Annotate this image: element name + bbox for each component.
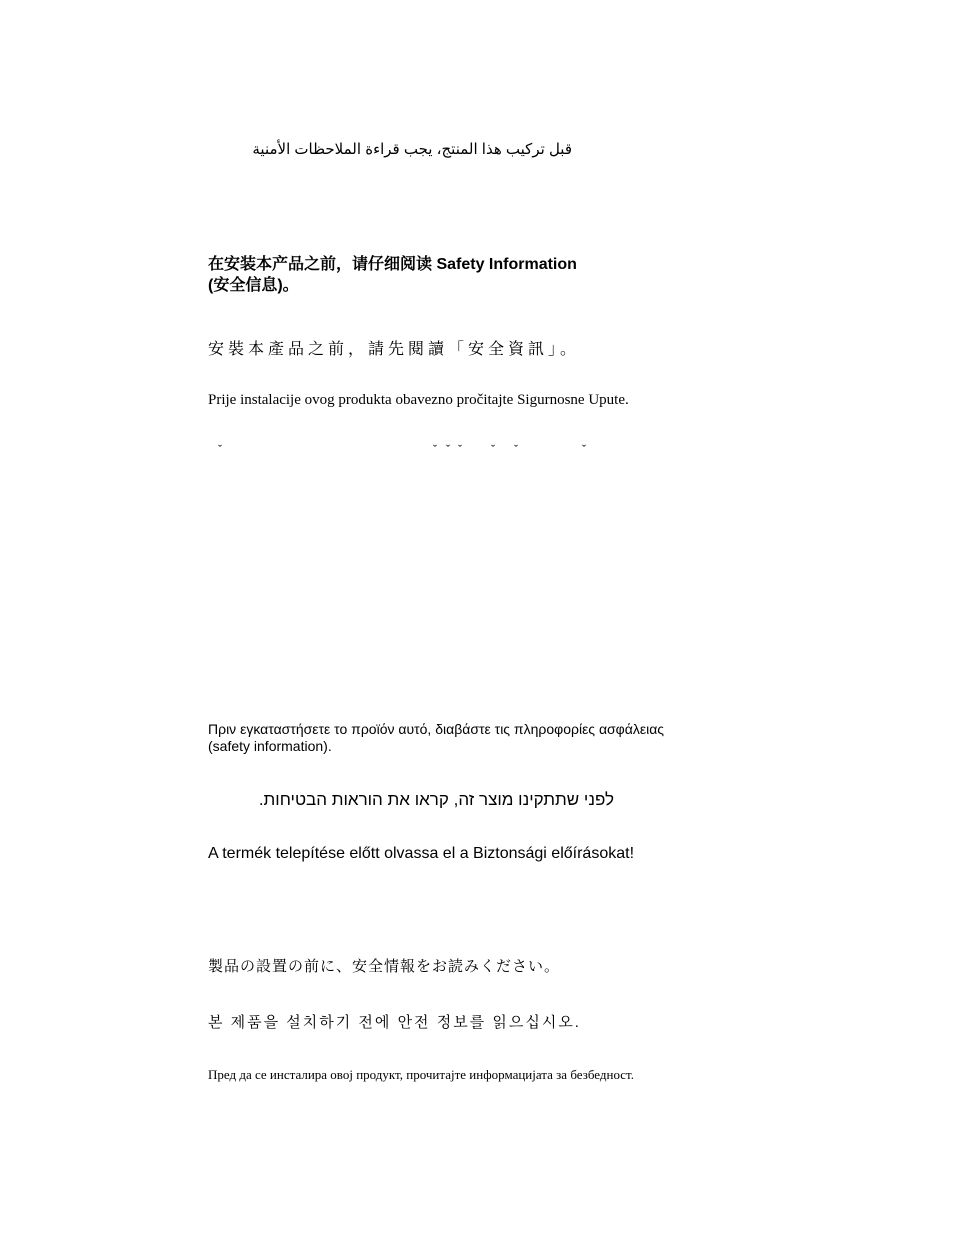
notice-stray-marks [208,442,608,458]
notice-greek-line-2: (safety information). [208,738,332,754]
notice-japanese: 製品の設置の前に、安全情報をお読みください。 [208,958,561,975]
notice-korean: 본 제품을 설치하기 전에 안전 정보를 읽으십시오. [208,1014,581,1031]
notice-chinese-simplified [208,254,608,296]
stray-mark: ˇ [433,442,437,456]
notice-chinese-simplified-line-1: 在安装本产品之前，请仔细阅读 Safety Information [208,256,577,273]
stray-mark: ˇ [514,442,518,456]
stray-mark: ˇ [446,442,450,456]
notice-chinese-simplified-line-2: (安全信息)。 [208,277,299,294]
stray-mark: ˇ [582,442,586,456]
stray-mark: ˇ [458,442,462,456]
stray-mark: ˇ [218,442,222,456]
notice-greek-line-1: Πριν εγκαταστήσετε το προϊόν αυτό, διαβάστε τις πληροφορίες ασφάλειας [208,721,665,737]
notice-macedonian: Пред да се инсталира овој продукт, прочитајте информацијата за безбедност. [208,1067,634,1082]
notice-arabic: قبل تركيب هذا المنتج، يجب قراءة الملاحظات الأمنية [252,141,572,158]
notice-greek [208,721,748,755]
notice-hebrew: לפני שתתקינו מוצר זה, קראו את הוראות הבטיחות. [258,790,614,809]
notice-croatian: Prije instalacije ovog produkta obavezno pročitajte Sigurnosne Upute. [208,392,629,408]
stray-mark: ˇ [491,442,495,456]
notice-hungarian: A termék telepítése előtt olvassa el a Biztonsági előírásokat! [208,845,635,862]
notice-chinese-traditional: 安裝本產品之前，請先閱讀「安全資訊」。 [208,341,581,358]
